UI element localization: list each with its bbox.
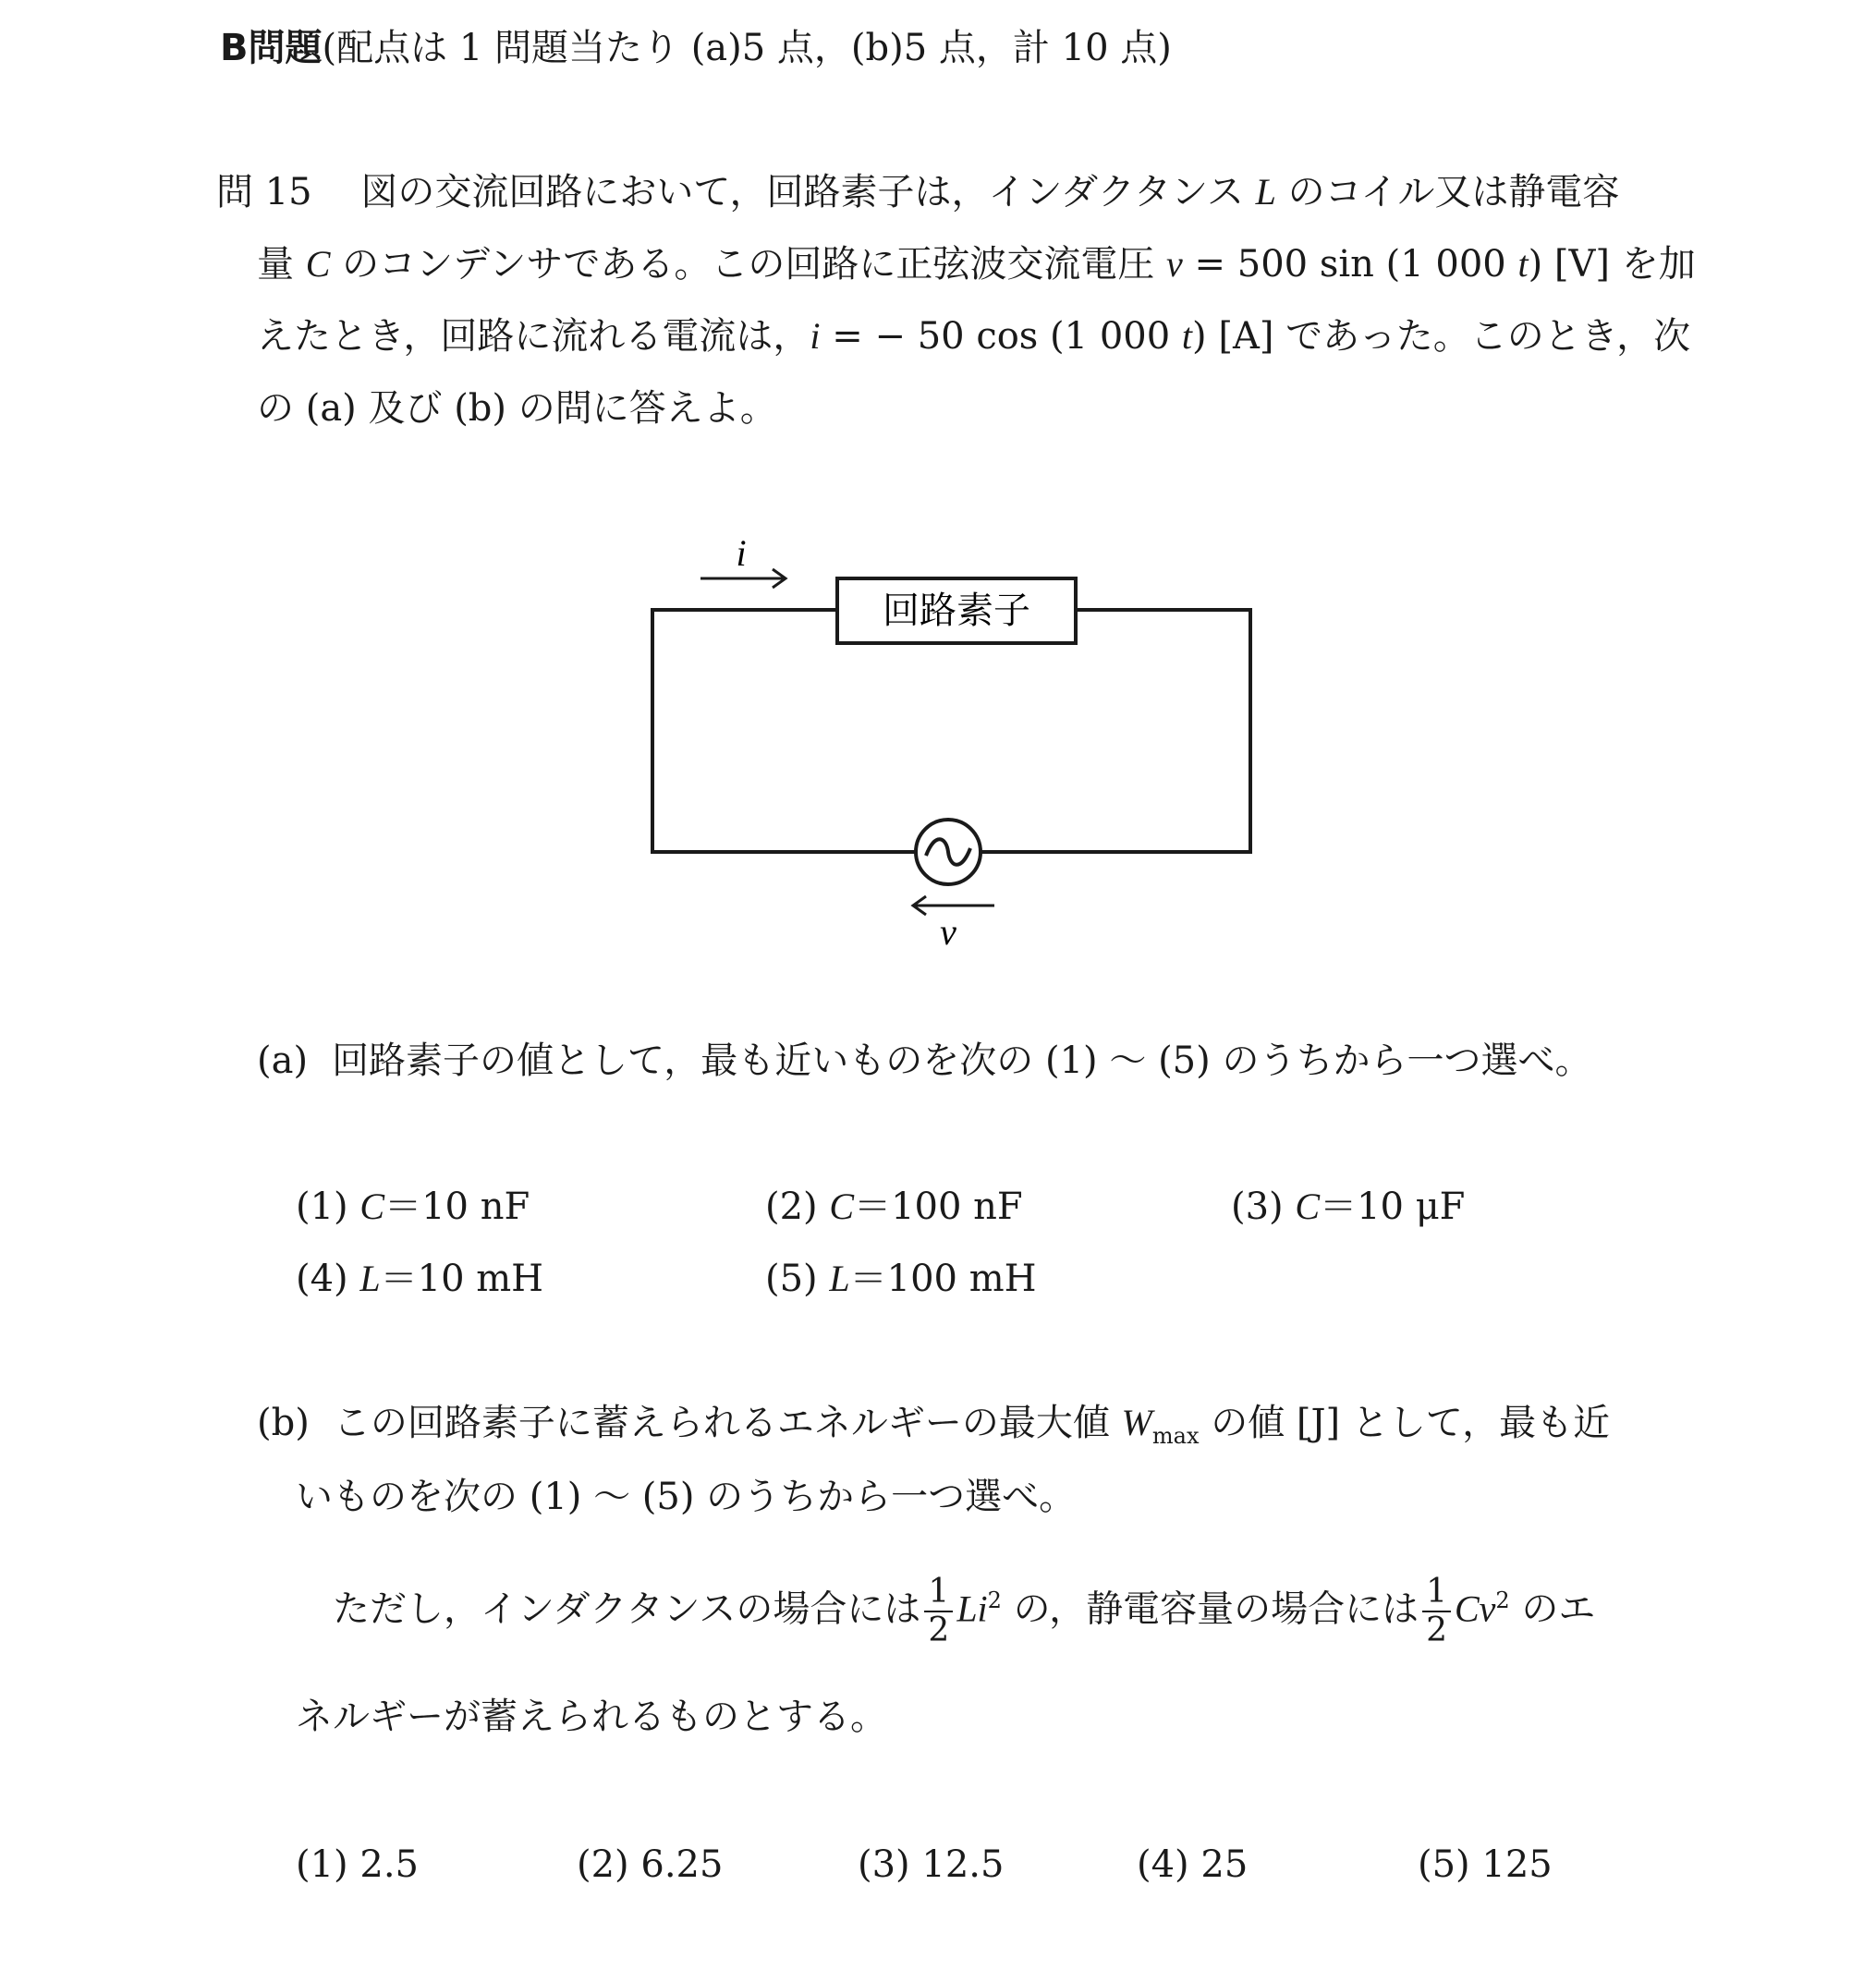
part-a-question: (a) 回路素子の値として，最も近いものを次の (1) ～ (5) のうちから一つ選べ。 (257, 1040, 1592, 1082)
part-b-note-line-2: ネルギーが蓄えられるものとする。 (296, 1696, 887, 1738)
part-a-label: (a) (257, 1040, 309, 1082)
circuit-element-label: 回路素子 (883, 590, 1030, 631)
question-number: 問 15 (216, 171, 312, 213)
part-b-choice-3[interactable]: (3) 12.5 (858, 1843, 1005, 1886)
question-line-2: 量 C のコンデンサである。この回路に正弦波交流電圧 v = 500 sin (1 000 t) [V] を加 (257, 243, 1696, 286)
part-b-label: (b) (257, 1402, 310, 1444)
part-b-line-1: (b) この回路素子に蓄えられるエネルギーの最大値 $W_{max}$ の値 [J] として，最も近 (257, 1402, 1611, 1449)
question-line-1: 問 15 図の交流回路において，回路素子は，インダクタンス L のコイル又は静電容 (216, 171, 1620, 213)
current-label: i (736, 532, 747, 574)
part-a-choice-1[interactable]: (1) C＝10 nF (296, 1186, 530, 1228)
part-a-choice-3[interactable]: (3) C＝10 μF (1231, 1186, 1466, 1228)
points-note: (配点は 1 問題当たり (a)5 点，(b)5 点，計 10 点) (322, 27, 1172, 69)
part-b-line-2: いものを次の (1) ～ (5) のうちから一つ選べ。 (296, 1476, 1077, 1518)
fraction-half-1: $\frac{1}{2}$ (924, 1574, 953, 1649)
wire-left-top (652, 610, 915, 852)
question-line-3: えたとき，回路に流れる電流は，i = − 50 cos (1 000 t) [A] であった。このとき，次 (257, 315, 1691, 358)
circuit-diagram (638, 517, 1266, 961)
part-b-note-line-1: ただし，インダクタンスの場合には $\frac{1}{2}$ Li$^2$ の，静電容量の場合には $\frac{1}{2}$ Cv$^2$ のエ (333, 1573, 1596, 1650)
part-b-choice-5[interactable]: (5) 125 (1418, 1843, 1553, 1886)
part-b-choice-2[interactable]: (2) 6.25 (577, 1843, 724, 1886)
fraction-half-2: $\frac{1}{2}$ (1422, 1574, 1451, 1649)
part-a-choice-4[interactable]: (4) L＝10 mH (296, 1258, 544, 1300)
part-b-choice-4[interactable]: (4) 25 (1137, 1843, 1249, 1886)
part-a-choice-5[interactable]: (5) L＝100 mH (765, 1258, 1037, 1300)
section-header (220, 20, 1172, 76)
voltage-label: v (940, 911, 956, 953)
wire-right (981, 610, 1250, 852)
part-a-choice-2[interactable]: (2) C＝100 nF (765, 1186, 1023, 1228)
section-label: B問題 (220, 27, 323, 69)
question-line-4: の (a) 及び (b) の問に答えよ。 (257, 387, 777, 430)
part-b-choice-1[interactable]: (1) 2.5 (296, 1843, 420, 1886)
